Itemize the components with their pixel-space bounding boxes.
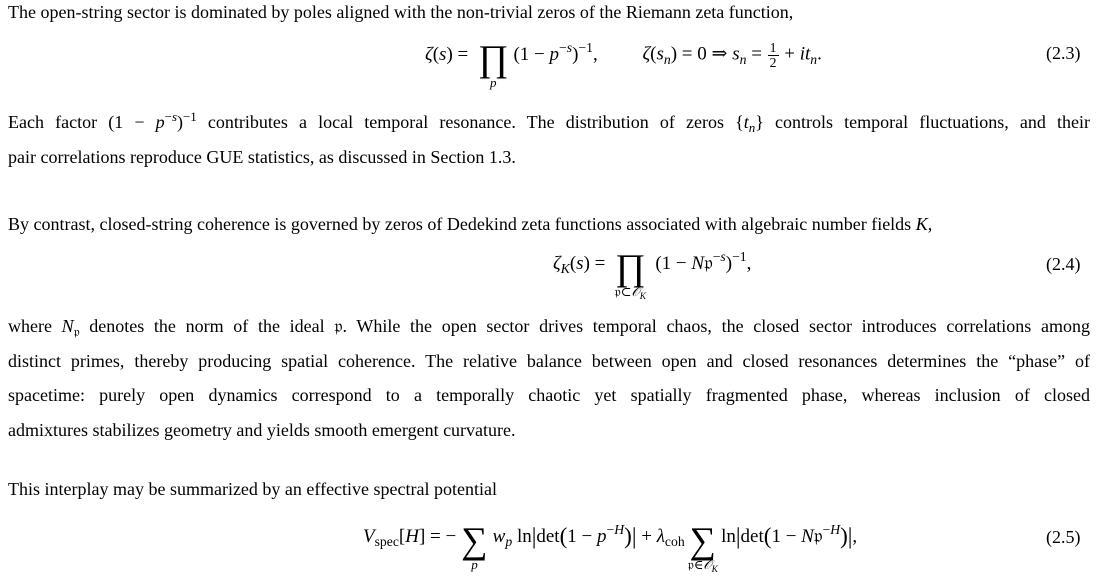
math-variable: p [489, 74, 497, 90]
math-text: −1 [182, 108, 197, 124]
math-text: . [817, 43, 822, 65]
math-variable: s [171, 108, 177, 124]
math-variable: p [549, 43, 560, 65]
math-variable: s [656, 43, 664, 65]
math-text: 𝔭 [813, 526, 823, 547]
math-variable: s [720, 249, 726, 265]
math-variable: N [61, 316, 74, 336]
sum-symbol: ∑ [689, 520, 717, 562]
paragraph-interplay-line-1: This interplay may be summarized by an effective spectral potential [8, 479, 497, 499]
delimiter: ) [624, 523, 632, 550]
math-text: ( [432, 43, 440, 65]
delimiter: | [631, 523, 637, 550]
math-text: By contrast, closed-string coherence is governed by zeros of Dedekind zeta functions associated with algebraic number fields [8, 214, 916, 234]
math-superscript [822, 522, 840, 537]
math-text: 1 [769, 40, 777, 55]
delimiter: | [735, 523, 741, 550]
equation-2-5 [363, 520, 858, 575]
math-text: } controls temporal fluctuations, and their [755, 112, 1091, 132]
math-variable: H [614, 522, 625, 538]
math-text: ( [569, 253, 577, 274]
math-subscript [810, 52, 817, 67]
math-variable: n [748, 120, 756, 136]
math-text: ln [721, 526, 736, 547]
math-text: spec [374, 534, 399, 550]
math-text: − [822, 522, 831, 538]
paragraph-norm-line-2: distinct primes, thereby producing spatial coherence. The relative balance between open and closed resonances determines the “phase” of [8, 351, 1090, 371]
math-subscript [375, 534, 399, 549]
math-superscript [713, 249, 726, 264]
math-subscript [561, 261, 570, 276]
math-text: 𝔭 [73, 324, 80, 340]
equation-number-2-3: (2.3) [1046, 43, 1081, 63]
math-variable: K [711, 564, 718, 575]
math-text: , [927, 214, 933, 234]
math-text: Each factor (1 − [8, 112, 156, 132]
math-text: where [8, 316, 62, 336]
paragraph-open-string-line-1: The open-string sector is dominated by poles aligned with the non-trivial zeros of the Riemann zeta function, [8, 2, 794, 22]
math-variable: H [405, 526, 419, 547]
math-superscript [183, 109, 197, 124]
math-text: , [852, 526, 858, 547]
fraction [768, 41, 779, 69]
math-text: 1 − [567, 526, 598, 547]
math-text: ln [512, 526, 532, 547]
math-text: 𝔭⊂ [614, 284, 632, 299]
math-variable: ζ [642, 43, 651, 65]
equation-number-2-4: (2.4) [1046, 254, 1081, 274]
delimiter: ) [840, 523, 848, 550]
math-text: , [746, 253, 752, 274]
math-text: − [712, 249, 721, 265]
math-subscript [640, 292, 646, 302]
math-text: − [559, 40, 567, 56]
math-variable: p [471, 557, 478, 572]
paragraph-closed-string-line-1 [8, 212, 1090, 236]
math-variable: s [566, 40, 573, 56]
math-variable: V [363, 526, 375, 547]
math-text: (1 − [650, 253, 692, 274]
math-subscript [665, 534, 685, 549]
math-superscript [607, 522, 625, 537]
math-text: coh [664, 534, 685, 550]
math-text: −1 [578, 40, 593, 56]
math-text: det [740, 526, 764, 547]
math-variable: it [799, 43, 811, 65]
paragraph-norm-line-4: admixtures stabilizes geometry and yields smooth emergent curvature. [8, 420, 516, 440]
product-symbol: ∏ [477, 37, 509, 79]
math-text: contributes a local temporal resonance. The distribution of zeros { [196, 112, 744, 132]
math-variable: 𝒪 [631, 284, 640, 299]
math-variable: n [739, 51, 747, 67]
math-superscript [165, 109, 177, 124]
math-variable: ζ [553, 253, 561, 274]
operator-limit [687, 557, 718, 575]
fraction-numerator [768, 41, 779, 55]
math-text: ( [650, 43, 657, 65]
math-text: (1 − [513, 43, 550, 65]
product-symbol: ∏ [615, 247, 646, 289]
math-text: [ [398, 526, 406, 547]
math-variable: 𝒪 [703, 557, 712, 572]
math-text: ) [725, 253, 733, 274]
math-variable: K [560, 261, 570, 277]
math-variable: p [155, 112, 165, 132]
fraction-denominator [768, 55, 779, 70]
math-text: denotes the norm of the ideal 𝔭. While the open sector drives temporal chaos, the closed sector introduces correlations among [79, 316, 1090, 336]
math-subscript [749, 120, 755, 135]
math-variable: t [743, 112, 749, 132]
delimiter: ( [559, 523, 568, 550]
math-variable: s [576, 253, 584, 274]
operator-limit [490, 76, 497, 89]
paragraph-factor-line-1 [8, 110, 1090, 134]
math-text: 2 [769, 54, 777, 70]
math-text: , [592, 43, 598, 65]
math-variable: n [663, 51, 671, 67]
math-text: 1 − [771, 526, 802, 547]
math-variable: s [732, 43, 740, 65]
math-superscript [559, 40, 572, 55]
math-variable: K [639, 291, 646, 302]
math-text: ] = − [418, 526, 457, 547]
math-subscript [74, 324, 80, 339]
math-variable: λ [656, 526, 665, 547]
math-variable: p [505, 534, 513, 550]
sum-operator [461, 520, 488, 572]
paragraph-norm-line-3: spacetime: purely open dynamics correspond to a temporally chaotic yet spatially fragmented phase, whereas inclusion of closed [8, 385, 1090, 405]
zeta-zero-condition [642, 41, 821, 69]
math-superscript [732, 249, 747, 264]
equation-number-2-5: (2.5) [1046, 527, 1081, 547]
math-text: + [779, 43, 800, 65]
math-text: ) [572, 43, 579, 65]
math-text: ) = [583, 253, 611, 274]
sum-operator [687, 520, 718, 575]
math-text: ) [176, 112, 183, 132]
math-text: 𝔭∈ [687, 557, 704, 572]
operator-limit [471, 558, 478, 571]
math-variable: N [801, 526, 814, 547]
paragraph-norm-line-1 [8, 314, 1090, 338]
math-variable: n [810, 51, 818, 67]
math-text: ) = 0 ⇒ [670, 43, 733, 65]
math-variable: p [597, 526, 607, 547]
equation-2-4 [553, 247, 752, 302]
math-variable: N [691, 253, 705, 274]
delimiter: | [847, 523, 853, 550]
product-operator [477, 37, 509, 90]
math-text: − [164, 108, 172, 124]
operator-limit [614, 284, 646, 302]
paragraph-factor-line-2: pair correlations reproduce GUE statistics, as discussed in Section 1.3. [8, 147, 516, 167]
math-variable: K [915, 214, 928, 234]
math-text: ) = [446, 43, 473, 65]
math-variable: H [830, 522, 841, 538]
math-subscript [740, 52, 747, 67]
math-subscript [664, 52, 671, 67]
delimiter: | [531, 523, 537, 550]
math-subscript [712, 565, 718, 575]
math-text: + [636, 526, 657, 547]
equation-2-3 [425, 37, 822, 90]
math-text: 𝔭 [704, 253, 713, 274]
delimiter: ( [763, 523, 772, 550]
math-text: − [606, 522, 615, 538]
sum-symbol: ∑ [461, 520, 488, 562]
math-text: det [536, 526, 560, 547]
euler-product-formula [425, 37, 598, 90]
math-text: = [746, 43, 767, 65]
math-variable: ζ [425, 43, 433, 65]
math-subscript [505, 534, 512, 549]
math-superscript [578, 40, 593, 55]
math-variable: w [492, 526, 506, 547]
math-text: −1 [732, 249, 747, 265]
product-operator [614, 247, 646, 302]
math-variable: s [439, 43, 447, 65]
